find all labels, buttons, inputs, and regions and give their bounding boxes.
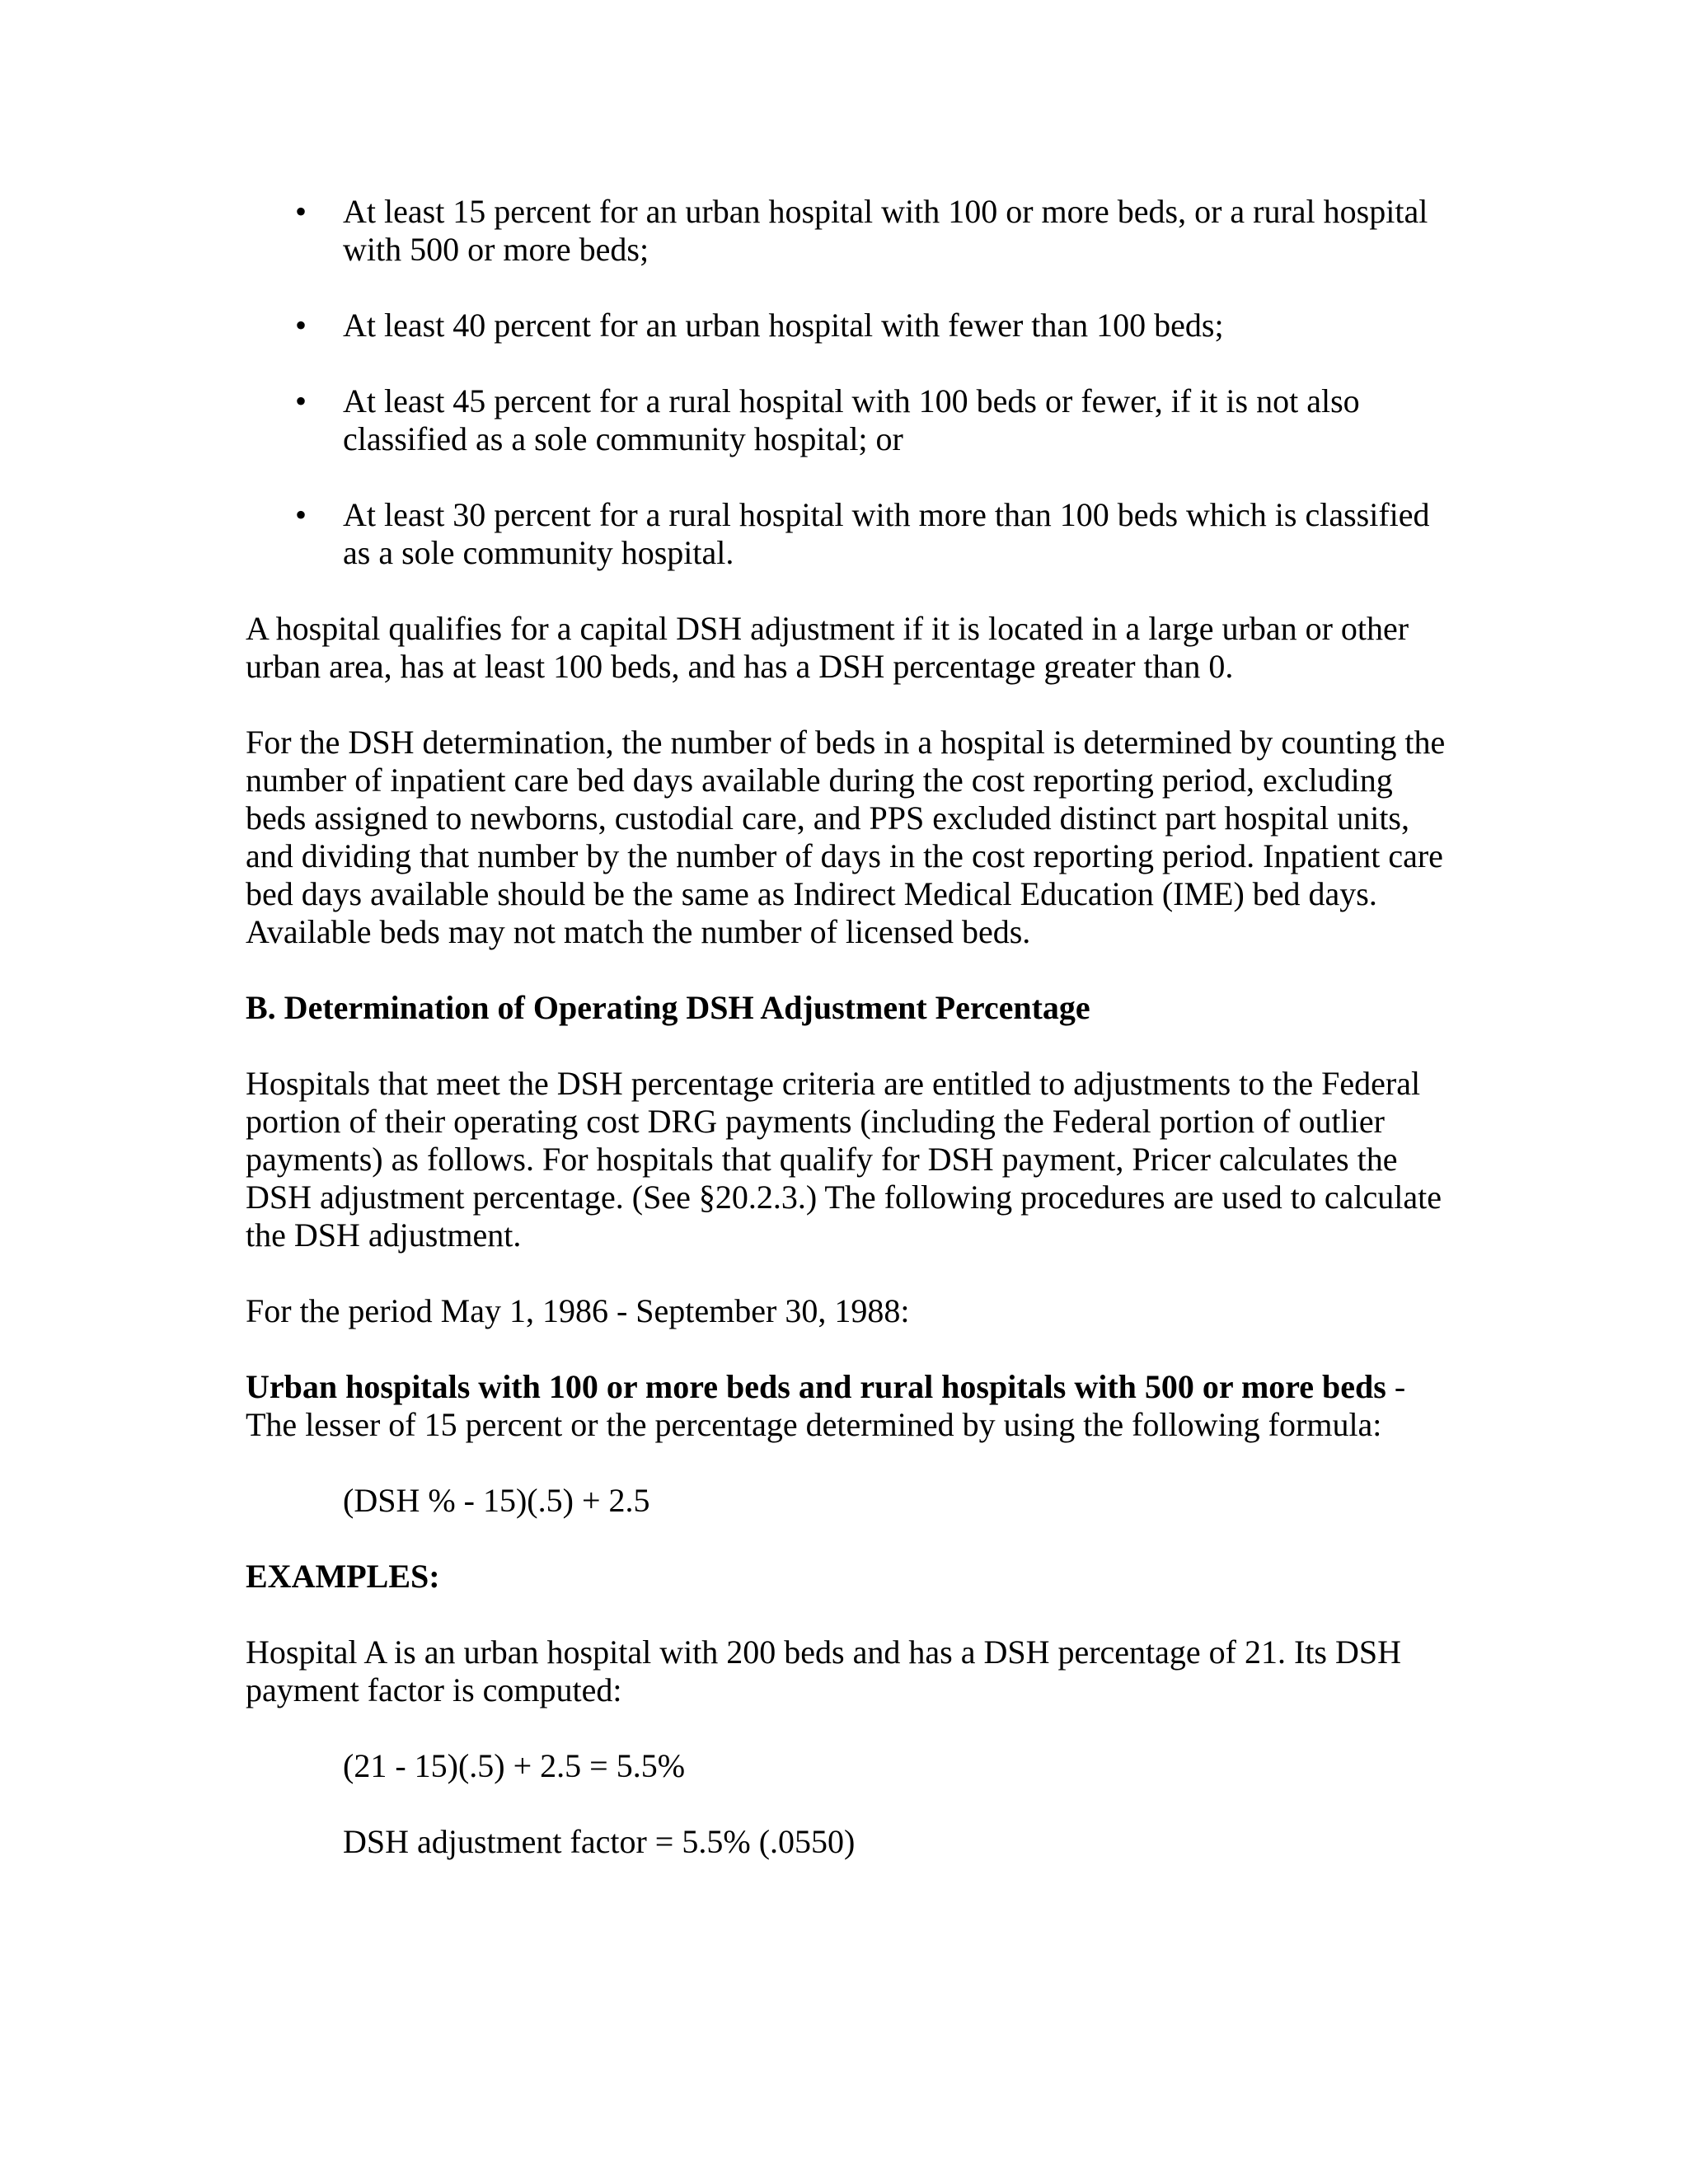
section-b-heading: B. Determination of Operating DSH Adjustment Percentage xyxy=(246,989,1090,1026)
list-item xyxy=(246,307,1449,344)
bed-percentage-list xyxy=(246,193,1449,572)
bullet-icon: • xyxy=(295,193,307,230)
hospital-a-paragraph: Hospital A is an urban hospital with 200 beds and has a DSH percentage of 21. Its DSH payment factor is computed: xyxy=(246,1633,1402,1708)
bullet-icon: • xyxy=(295,496,307,533)
dsh-criteria-paragraph: Hospitals that meet the DSH percentage criteria are entitled to adjustments to the Federal portion of their operating cost DRG payments (including the Federal portion of outlier payments) as follows. For hospitals that qualify for DSH payment, Pricer calculates the DSH adjustment percentage. (See §20.2.3.) The following procedures are used to calculate the DSH adjustment. xyxy=(246,1065,1442,1254)
list-item xyxy=(246,496,1449,572)
document-body xyxy=(246,193,1449,1899)
dsh-formula: (DSH % - 15)(.5) + 2.5 xyxy=(343,1482,650,1519)
period-paragraph: For the period May 1, 1986 - September 30, 1988: xyxy=(246,1292,910,1329)
bullet-icon: • xyxy=(295,307,307,344)
bullet-icon: • xyxy=(295,382,307,419)
list-item xyxy=(246,193,1449,269)
list-item-text: At least 30 percent for a rural hospital with more than 100 beds which is classified as a sole community hospital. xyxy=(343,496,1430,571)
urban-hospitals-paragraph xyxy=(246,1368,1449,1444)
list-item-text: At least 40 percent for an urban hospital with fewer than 100 beds; xyxy=(343,307,1224,344)
examples-heading: EXAMPLES: xyxy=(246,1558,440,1595)
capital-dsh-paragraph: A hospital qualifies for a capital DSH adjustment if it is located in a large urban or other urban area, has at least 100 beds, and has a DSH percentage greater than 0. xyxy=(246,610,1409,685)
bed-count-paragraph: For the DSH determination, the number of beds in a hospital is determined by counting the number of inpatient care bed days available during the cost reporting period, excluding beds assigned to newborns, custodial care, and PPS excluded distinct part hospital units, and dividing that number by the number of days in the cost reporting period. Inpatient care bed days available should be the same as Indirect Medical Education (IME) bed days. Available beds may not match the number of licensed beds. xyxy=(246,724,1446,950)
list-item-text: At least 45 percent for a rural hospital with 100 beds or fewer, if it is not also classified as a sole community hospital; or xyxy=(343,382,1360,457)
adjustment-factor-line: DSH adjustment factor = 5.5% (.0550) xyxy=(343,1823,856,1860)
list-item xyxy=(246,382,1449,458)
list-item-text: At least 15 percent for an urban hospital with 100 or more beds, or a rural hospital with 500 or more beds; xyxy=(343,193,1428,268)
urban-hospitals-term: Urban hospitals with 100 or more beds and rural hospitals with 500 or more beds xyxy=(246,1368,1386,1405)
calculation-line: (21 - 15)(.5) + 2.5 = 5.5% xyxy=(343,1747,686,1784)
urban-hospitals-description: - The lesser of 15 percent or the percentage determined by using the following formula: xyxy=(246,1368,1406,1443)
